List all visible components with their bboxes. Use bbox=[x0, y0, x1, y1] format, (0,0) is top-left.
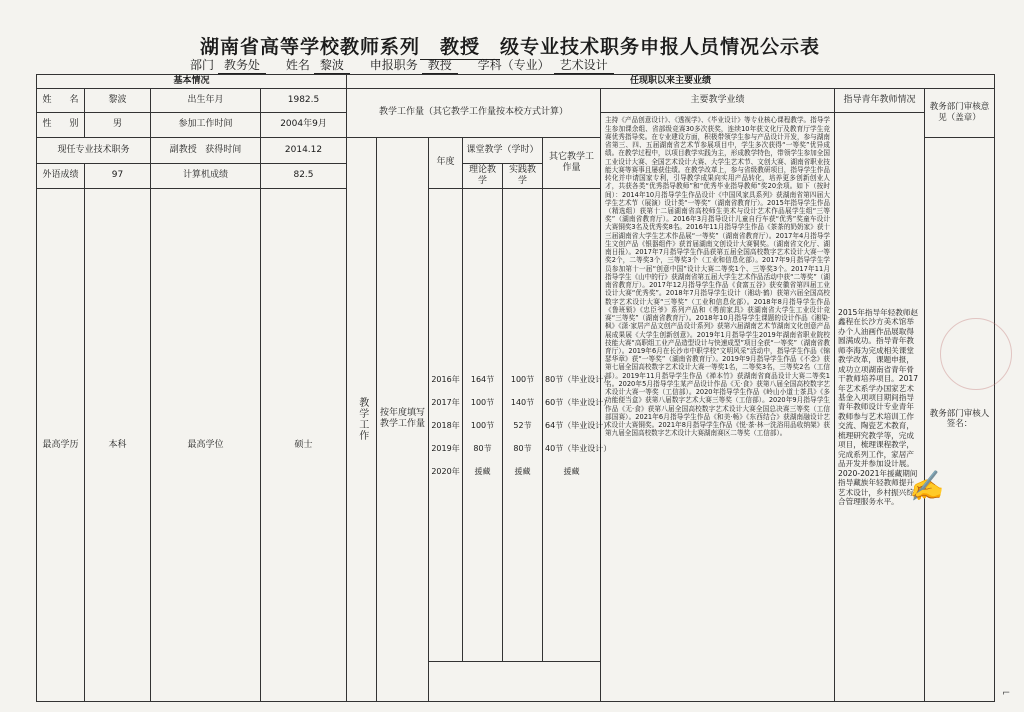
dept-label: 部门 bbox=[190, 58, 215, 72]
class-hours-cell: 课堂教学（学时） bbox=[463, 137, 543, 163]
approve-header-cell: 教务部门审核意见（盖章） bbox=[925, 89, 995, 137]
name-label-cell: 姓 名 bbox=[37, 89, 85, 113]
teaching-spacer-cell bbox=[429, 661, 925, 701]
other-row: 援藏 bbox=[563, 466, 580, 476]
basic-section-header: 基本情况 bbox=[37, 75, 347, 89]
theory-column bbox=[463, 189, 503, 661]
degree-label-cell: 最高学位 bbox=[151, 189, 261, 702]
degree-cell: 硕士 bbox=[261, 189, 347, 702]
info-table bbox=[36, 74, 995, 702]
edu-label-cell: 最高学历 bbox=[37, 189, 85, 702]
current-title-cell bbox=[151, 137, 261, 163]
practice-column bbox=[503, 189, 543, 661]
title-rank: 教授 bbox=[420, 32, 500, 60]
young-header-cell: 指导青年教师情况 bbox=[835, 89, 925, 113]
other-label-cell: 其它教学工作量 bbox=[543, 137, 601, 189]
year-column bbox=[429, 189, 463, 661]
theory-label-cell: 理论教学 bbox=[463, 163, 503, 189]
approve-label: 教务部门审核人签名： bbox=[929, 408, 990, 430]
seal-stamp-icon bbox=[940, 318, 1012, 390]
year-row: 2017年 bbox=[431, 397, 460, 407]
work-cell: 2004年9月 bbox=[261, 113, 347, 137]
post-label: 申报职务 bbox=[369, 58, 418, 72]
current-title-label-cell: 现任专业技术职务 bbox=[37, 137, 151, 163]
year-row: 2018年 bbox=[431, 420, 460, 430]
computer-label-cell: 计算机成绩 bbox=[151, 163, 261, 189]
year-row: 2020年 bbox=[431, 466, 460, 476]
name-label: 姓名 bbox=[285, 58, 310, 72]
theory-row: 援藏 bbox=[474, 466, 491, 476]
post-value: 教授 bbox=[422, 56, 458, 74]
foreign-cell: 97 bbox=[85, 163, 151, 189]
obtain-label: 获得时间 bbox=[205, 144, 242, 155]
birth-label-cell: 出生年月 bbox=[151, 89, 261, 113]
year-row: 2019年 bbox=[431, 443, 460, 453]
other-row: 80节（毕业设计） bbox=[545, 374, 612, 384]
achievements-header-cell: 主要教学业绩 bbox=[601, 89, 835, 113]
practice-row: 80节 bbox=[513, 443, 532, 453]
name-cell: 黎波 bbox=[85, 89, 151, 113]
subject-label: 学科（专业） bbox=[477, 58, 550, 72]
obtain-cell: 2014.12 bbox=[261, 137, 347, 163]
edu-cell: 本科 bbox=[85, 189, 151, 702]
teaching-header-cell: 教学工作量（其它教学工作量按本校方式计算） bbox=[347, 89, 601, 137]
current-title-value: 副教授 bbox=[169, 144, 197, 155]
birth-cell: 1982.5 bbox=[261, 89, 347, 113]
other-row: 64节（毕业设计） bbox=[545, 420, 612, 430]
theory-row: 164节 bbox=[470, 374, 495, 384]
year-label-cell: 年度 bbox=[429, 137, 463, 189]
theory-row: 100节 bbox=[470, 397, 495, 407]
gender-cell: 男 bbox=[85, 113, 151, 137]
practice-row: 援藏 bbox=[514, 466, 531, 476]
work-label-cell: 参加工作时间 bbox=[151, 113, 261, 137]
other-row: 40节（毕业设计） bbox=[545, 443, 612, 453]
teaching-vertical-cell bbox=[347, 137, 377, 701]
signature-icon: ✍ bbox=[906, 468, 945, 505]
computer-cell: 82.5 bbox=[261, 163, 347, 189]
name-value: 黎波 bbox=[314, 56, 350, 74]
theory-row: 80节 bbox=[473, 443, 492, 453]
perf-section-header: 任现职以来主要业绩 bbox=[347, 75, 995, 89]
practice-label-cell: 实践教学 bbox=[503, 163, 543, 189]
gender-label-cell: 性 别 bbox=[37, 113, 85, 137]
practice-row: 52节 bbox=[513, 420, 532, 430]
other-row: 60节（毕业设计） bbox=[545, 397, 612, 407]
approve-sign-cell bbox=[925, 137, 995, 701]
practice-row: 140节 bbox=[510, 397, 535, 407]
young-teacher-text: 2015年指导年轻教师赵鑫程在长沙方美术馆举办个人油画作品展取得圆满成功。指导青年教师李海为完成相关课堂教学改革，课题申报，成功立项湖南省青年骨干教师培养项目。2017年艺术系学办国家艺术基金入项项目期间指导青年教师设计专业青年教师参与艺术培训工作交流、陶瓷艺术教育，梳理研究教学等，完成项目，梳理课程教学，完成系列工作，家居产品开发并参加设计展。2020-2021年援藏期间指导藏族年轻教师提升艺术设计，乡村振兴综合管理服务水平。 bbox=[835, 113, 925, 702]
subject-value: 艺术设计 bbox=[554, 56, 614, 74]
practice-row: 100节 bbox=[510, 374, 535, 384]
applicant-info-line bbox=[190, 56, 890, 74]
page-mark-icon: ⌐ bbox=[1002, 688, 1011, 699]
other-column bbox=[543, 189, 612, 661]
fill-note-cell: 按年度填写教学工作量 bbox=[377, 137, 429, 701]
title-part2: 级专业技术职务申报人员情况公示表 bbox=[500, 36, 821, 58]
foreign-label-cell: 外语成绩 bbox=[37, 163, 85, 189]
dept-value: 教务处 bbox=[218, 56, 266, 74]
title-part1: 湖南省高等学校教师系列 bbox=[199, 36, 420, 58]
theory-row: 100节 bbox=[470, 420, 495, 430]
year-row: 2016年 bbox=[431, 374, 460, 384]
achievements-text: 主持《产品创意设计》、《透视学》、《毕业设计》等专业核心课程教学。指导学生参加课余组、省部级竞赛30多次获奖，连续10年获文化厅及教育厅学生竞赛优秀指导奖。在专业建设方面，积极带领学生参与产品设计开发，参与湖南省第三、四、五届湖南省艺术节参展项目中，学生多次获得“一等奖”优异成绩。在教学过程中，以项目教学实践为主，形成教学特色，带领学生参加全国工业设计大赛、全国艺术设计大赛、大学生艺术节、文创大赛、湖南省职业技能大赛等赛事且屡获佳绩。在教学改革上，参与省级教研项目，指导学生作品转化并申请国家专利，引导教学成果向实用产品转化，培养更多创新创业人才，共获各类“优秀指导教师”和“优秀毕业指导教师”奖20余项。如下（按时间）：2014年10月指导学生作品设计《中国风家具系列》获湖南省第四届大学生艺术节（展演）设计类“一等奖”（湖南省教育厅）。2015年指导学生作品（精选组）获第十二届湖南省高校师生美术与设计艺术作品展学生组“三等奖”（湖南省教育厅）。2016年3月指导设计儿童自行车获“优秀”奖童车设计大赛铜奖3名及优秀奖8名。2016年11月指导学生作品《茶茶的奶奶家》获十三届湖南省大学生艺术作品展“一等奖”（湖南省教育厅）。2017年4月指导学生文创产品《银器组件》获首届湖南文创设计大赛铜奖。（湖南省文化厅、湖南日报）。2017年7月指导学生作品获第五届全国高校数字艺术设计大赛一等奖2个，二等奖3个，三等奖3个（工业和信息化部）。2017年9月指导学生学员参加第十一届“创意中国”设计大赛二等奖1个、三等奖3个。2017年11月指导学生《山中的行》获湖南省第五届大学生艺术作品活动中获“二等奖”（湖南省教育厅）。2017年12月指导学生作品《食富五谷》获安徽省第四届工业设计大赛“优秀奖”。2018年7月指导学生设计（湘动·鹤）获第六届全国高校数字艺术设计大赛“三等奖”（工业和信息化部）。2018年8月指导学生作品《鲁班锁》《忠臣爷》系列产品和《勇前家具》获湖南省大学生工业设计竞赛“三等奖”（湖南省教育厅）。2018年10月指导学生课题的设计作品《湘染·枫》《潇·家居产品文创产品设计系列》获第六届湖南艺术节湖南文化创意产品展成果展《大学生创新创意》。2019年1月指导学生2019年湖南省职业院校技能大赛“高职组工业产品造型设计与快速成型”项目全获“一等奖”（湖南省教育厅）。2019年6月在长沙市中职学校“文明风采”活动中，指导学生作品《锦瑟华章》获“一等奖”（湖南省教育厅）。2019年9月指导学生作品《不念》获第七届全国高校数字艺术设计大赛一等奖1名，二等奖3名，三等奖2名（工信部）。2019年11月指导学生作品《禅本竹》获湖南省商品设计大赛二等奖1名。2020年5月指导学生某产品设计作品《无·食》获第八届全国高校数字艺术设计大赛一等奖（工信部）。2020年指导学生作品《岭山小道士茶具》《多功能便当盒》获第八届数字艺术大赛三等奖（工信部）。2020年9月指导学生作品《无·食》获第八届全国高校数字艺术设计大赛全国总决赛三等奖（工信部国赛）。2021年6月指导学生作品《和美·畅》《东西结合》获湖南融设计艺术设计大赛铜奖。2021年8月指导学生作品《悦·茶·林一洗浴用品收纳架》获第九届全国高校数字艺术设计大赛湖南赛区二等奖（工信部）。 bbox=[601, 113, 835, 702]
teaching-vertical-label: 教学工作 bbox=[356, 397, 368, 442]
